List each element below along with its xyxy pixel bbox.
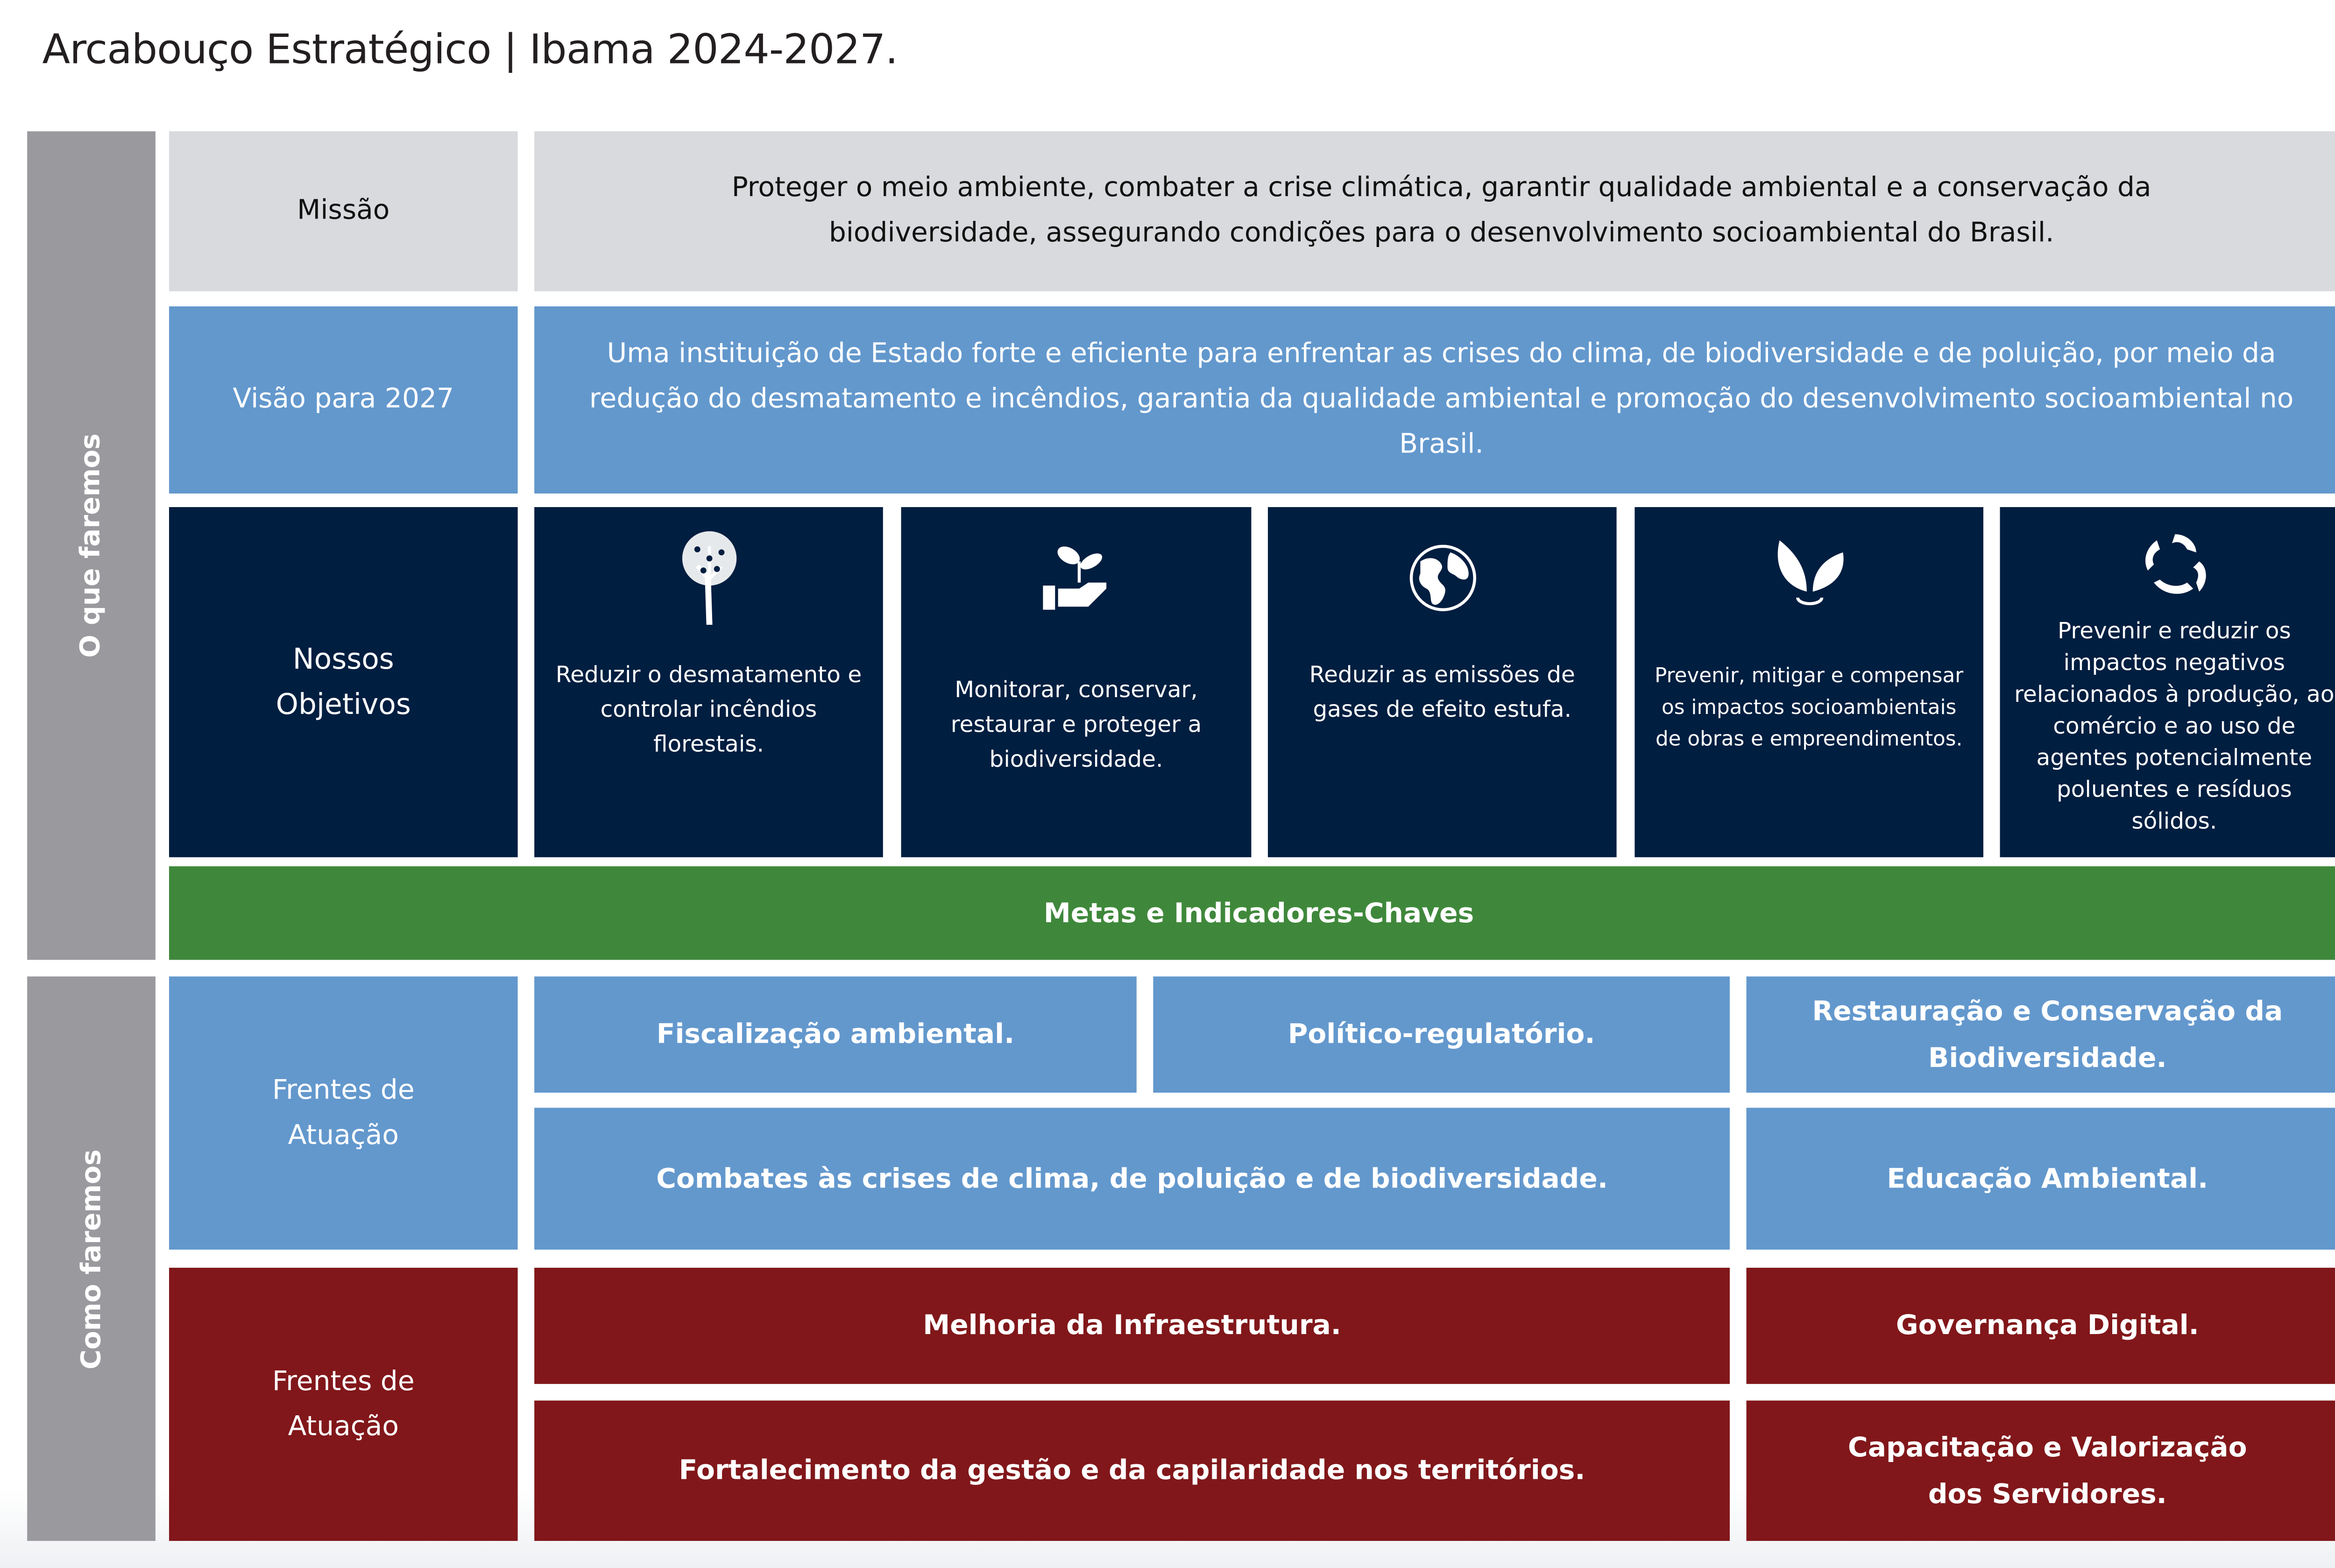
visao-label: Visão para 2027 (169, 306, 518, 494)
objetivo-card (2000, 507, 2335, 857)
page-title: Arcabouço Estratégico | Ibama 2024-2027. (42, 27, 898, 74)
metas-banner: Metas e Indicadores-Chaves (169, 866, 2335, 960)
objetivo-card (1268, 507, 1617, 857)
objetivo-card (901, 507, 1252, 857)
frentes2-label: Frentes de Atuação (169, 1268, 518, 1541)
leaves-icon (1774, 537, 1846, 607)
objetivo-text: Prevenir, mitigar e compensar os impactos socioambientais de obras e empreendimentos. (1655, 664, 1964, 752)
objetivo-text: Reduzir as emissões de gases de efeito estufa. (1309, 661, 1575, 723)
frente-item: Fiscalização ambiental. (534, 976, 1137, 1093)
objetivo-text: Monitorar, conservar, restaurar e proteger a biodiversidade. (950, 676, 1202, 773)
missao-text: Proteger o meio ambiente, combater a crise climática, garantir qualidade ambiental e a conservação da biodiversidade, assegurando condições para o desenvolvimento socioambiental do Brasil. (534, 131, 2335, 291)
tree-icon (670, 528, 749, 625)
objetivo-card (1634, 507, 1983, 857)
frente-item: Melhoria da Infraestrutura. (534, 1268, 1730, 1384)
frente-item: Governança Digital. (1747, 1268, 2335, 1384)
frente-item: Fortalecimento da gestão e da capilaridade nos territórios. (534, 1400, 1730, 1541)
side-label-what (27, 131, 156, 960)
frente-item: Restauração e Conservação da Biodiversidade. (1747, 976, 2335, 1093)
recycle-icon (2139, 531, 2211, 598)
globe-icon (1408, 544, 1478, 613)
missao-label: Missão (169, 131, 518, 291)
objetivos-label: Nossos Objetivos (169, 507, 518, 857)
frente-item: Político-regulatório. (1153, 976, 1730, 1093)
side-label-what-text: O que faremos (75, 433, 107, 658)
objetivo-text: Prevenir e reduzir os impactos negativos relacionados à produção, ao comércio e ao uso de agentes potencialmente poluentes e resíduos sólidos. (2014, 617, 2335, 835)
side-label-how-text: Como faremos (75, 1148, 107, 1369)
visao-text: Uma instituição de Estado forte e eficiente para enfrentar as crises do clima, de biodiversidade e de poluição, por meio da redução do desmatamento e incêndios, garantia da qualidade ambiental e promoção do desenvolvimento socioambiental no Brasil. (534, 306, 2335, 494)
hand-sprout-icon (1040, 540, 1112, 613)
side-label-how (27, 976, 156, 1541)
frente-item: Combates às crises de clima, de poluição e de biodiversidade. (534, 1108, 1730, 1250)
frente-item: Educação Ambiental. (1747, 1108, 2335, 1250)
objetivo-card (534, 507, 883, 857)
objetivo-text: Reduzir o desmatamento e controlar incêndios florestais. (555, 661, 862, 758)
frentes1-label: Frentes de Atuação (169, 976, 518, 1250)
frente-item: Capacitação e Valorização dos Servidores. (1747, 1400, 2335, 1541)
